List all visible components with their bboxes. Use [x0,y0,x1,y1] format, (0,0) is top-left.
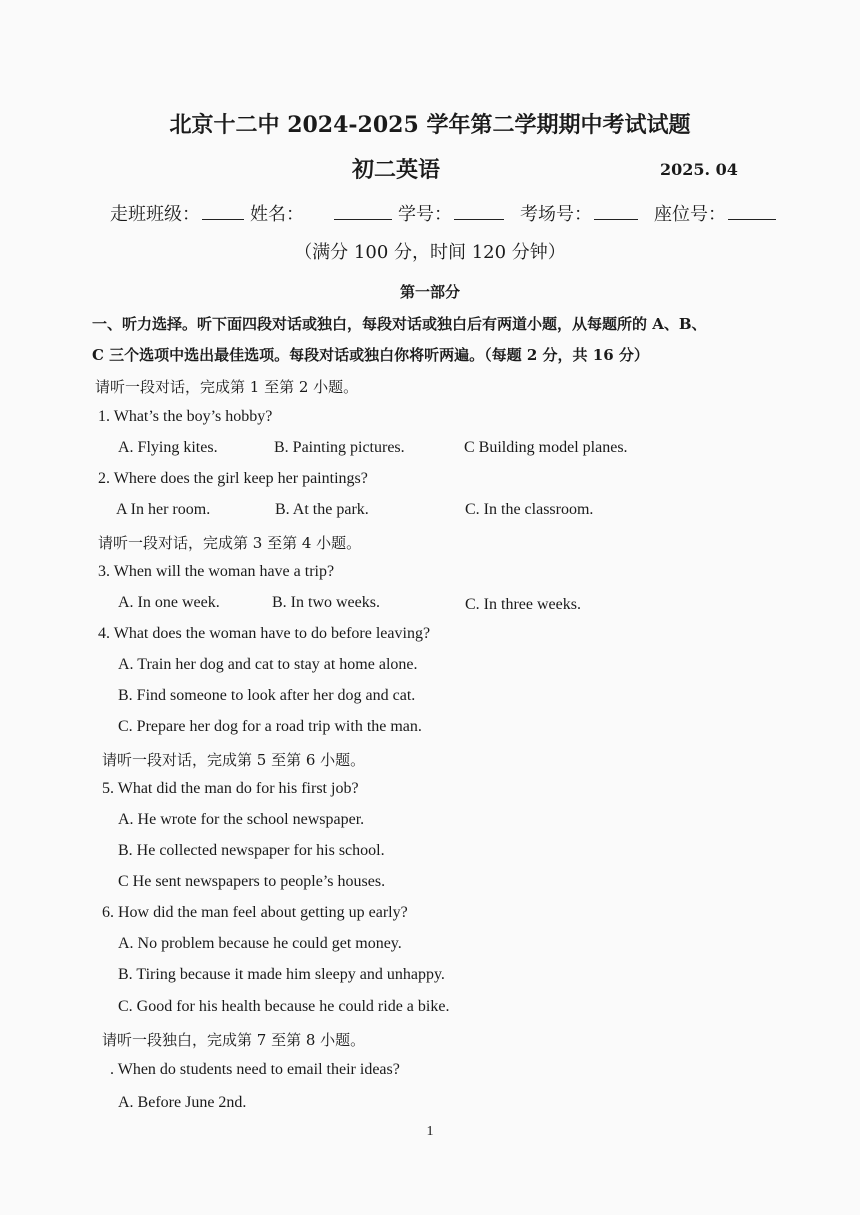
seat-blank[interactable] [728,205,776,220]
exam-title: 北京十二中 2024-2025 学年第二学期期中考试试题 [169,112,691,138]
question-2-option-b: B. At the park. [275,501,369,518]
question-7-stem: . When do students need to email their ideas? [110,1061,400,1078]
student-no-blank[interactable] [454,205,504,220]
question-2-option-a: A In her room. [116,501,211,518]
question-1-option-a: A. Flying kites. [118,439,218,456]
student-info-line [110,200,782,226]
seat-label: 座位号： [654,204,726,225]
question-6-option-b: B. Tiring because it made him sleepy and unhappy. [118,966,445,983]
exam-subject: 初二英语 [352,157,441,183]
section-instruction-line1: 一、听力选择。听下面四段对话或独白，每段对话或独白后有两道小题，从每题所的 A、B、 [92,315,707,333]
page-number: 1 [426,1124,434,1139]
question-5-stem: 5. What did the man do for his first job? [102,780,359,797]
question-3-option-c: C. In three weeks. [465,596,581,613]
question-6-option-c: C. Good for his health because he could ride a bike. [118,998,450,1015]
question-2-option-c: C. In the classroom. [465,501,594,518]
question-1-option-c: C Building model planes. [464,439,628,456]
question-3-option-a: A. In one week. [118,594,220,611]
question-4-stem: 4. What does the woman have to do before leaving? [98,625,431,642]
question-4-option-c: C. Prepare her dog for a road trip with the man. [118,718,422,735]
question-5-option-b: B. He collected newspaper for his school. [118,842,385,859]
dialog-1-intro: 请听一段对话，完成第 1 至第 2 小题。 [95,378,359,396]
dialog-3-intro: 请听一段对话，完成第 5 至第 6 小题。 [102,751,366,769]
question-1-stem: 1. What’s the boy’s hobby? [98,408,273,425]
question-1-option-b: B. Painting pictures. [274,439,405,456]
exam-date: 2025. 04 [660,160,738,179]
question-4-option-a: A. Train her dog and cat to stay at home alone. [118,656,418,673]
monologue-intro: 请听一段独白，完成第 7 至第 8 小题。 [102,1031,366,1049]
question-5-option-a: A. He wrote for the school newspaper. [118,811,365,828]
question-6-option-a: A. No problem because he could get money. [118,935,402,952]
question-2-stem: 2. Where does the girl keep her paintings? [98,470,368,487]
question-7-option-a: A. Before June 2nd. [118,1094,247,1111]
exam-room-label: 考场号： [520,204,592,225]
question-3-stem: 3. When will the woman have a trip? [98,563,335,580]
score-note: （满分 100 分，时间 120 分钟） [294,242,566,263]
name-label: 姓名： [250,204,304,225]
part-title: 第一部分 [399,283,460,301]
student-no-label: 学号： [398,204,452,225]
section-instruction-line2: C 三个选项中选出最佳选项。每段对话或独白你将听两遍。（每题 2 分，共 16 分） [92,346,649,364]
question-3-option-b: B. In two weeks. [272,594,380,611]
class-blank[interactable] [202,205,244,220]
question-6-stem: 6. How did the man feel about getting up early? [102,904,408,921]
class-label: 走班班级： [110,204,200,225]
name-blank[interactable] [334,205,392,220]
dialog-2-intro: 请听一段对话，完成第 3 至第 4 小题。 [98,534,362,552]
question-5-option-c: C He sent newspapers to people’s houses. [118,873,386,890]
exam-room-blank[interactable] [594,205,638,220]
question-4-option-b: B. Find someone to look after her dog and cat. [118,687,416,704]
